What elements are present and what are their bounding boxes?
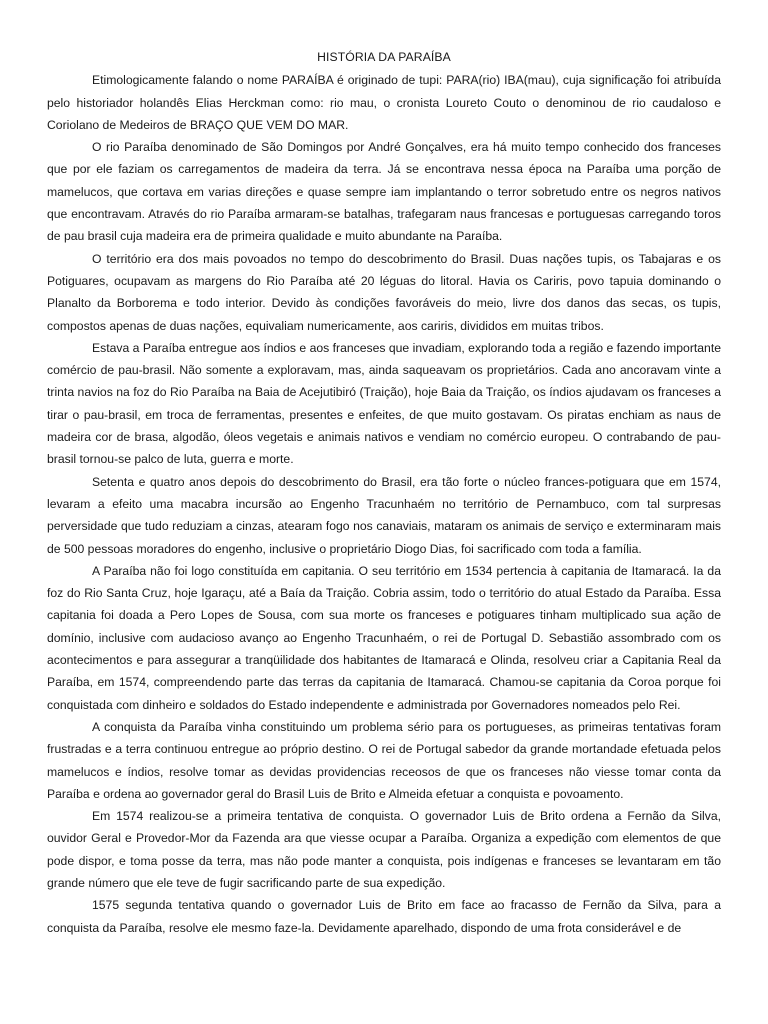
paragraph-9: 1575 segunda tentativa quando o governador Luis de Brito em face ao fracasso de Fernão da Silva, para a conquista da Paraíba, resolve ele mesmo faze-la. Devidamente aparelhado, dispondo de uma frota considerável e de: [47, 898, 721, 935]
paragraph-7: A conquista da Paraíba vinha constituindo um problema sério para os portugueses, as primeiras tentativas foram frustradas e a terra continuou entregue ao próprio destino. O rei de Portugal sabedor da grande mortandade efetuada pelos mamelucos e índios, resolve tomar as devidas providencias receosos de que os franceses não viesse tomar conta da Paraíba e ordena ao governador geral do Brasil Luis de Brito e Almeida efetuar a conquista e povoamento.: [47, 719, 721, 801]
paragraph-8: Em 1574 realizou-se a primeira tentativa de conquista. O governador Luis de Brito ordena a Fernão da Silva, ouvidor Geral e Provedor-Mor da Fazenda ara que viesse ocupar a Paraíba. Organiza a expedição com elementos de que pode dispor, e toma posse da terra, mas não pode manter a conquista, pois indígenas e franceses se levantaram em tão grande número que ele teve de fugir sacrificando parte de sua expedição.: [47, 809, 721, 890]
paragraph-6: A Paraíba não foi logo constituída em capitania. O seu território em 1534 pertencia à capitania de Itamaracá. Ia da foz do Rio Santa Cruz, hoje Igaraçu, até a Baía da Traição. Cobria assim, todo o território do atual Estado da Paraíba. Essa capitania foi doada a Pero Lopes de Sousa, com sua morte os franceses e potiguares tinham multiplicado sua ação de domínio, inclusive com audacioso avanço ao Engenho Tracunhaém, o rei de Portugal D. Sebastião assombrado com os acontecimentos e para assegurar a tranqüilidade dos habitantes de Itamaracá e Olinda, resolveu criar a Capitania Real da Paraíba, em 1574, compreendendo parte das terras da capitania de Itamaracá. Chamou-se capitania da Coroa porque foi conquistada com dinheiro e soldados do Estado independente e administrada por Governadores nomeados pelo Rei.: [47, 563, 721, 712]
document-page: [47, 46, 721, 939]
paragraph-1: Etimologicamente falando o nome PARAÍBA é originado de tupi: PARA(rio) IBA(mau), cuja significação foi atribuída pelo historiador holandês Elias Herckman como: rio mau, o cronista Loureto Couto o denominou de rio caudaloso e Coriolano de Medeiros de BRAÇO QUE VEM DO MAR.: [47, 73, 721, 132]
paragraph-4: Estava a Paraíba entregue aos índios e aos franceses que invadiam, explorando toda a região e fazendo importante comércio de pau-brasil. Não somente a exploravam, mas, ainda saqueavam os proprietários. Cada ano ancoravam vinte a trinta navios na foz do Rio Paraíba na Baia de Acejutibiró (Traição), hoje Baia da Traição, os índios ajudavam os franceses a tirar o pau-brasil, em troca de ferramentas, presentes e enfeites, de que muito gostavam. Os piratas enchiam as naus de madeira cor de brasa, algodão, óleos vegetais e animais nativos e vendiam no comércio europeu. O contrabando de pau-brasil tornou-se palco de luta, guerra e morte.: [47, 340, 721, 467]
paragraph-5: Setenta e quatro anos depois do descobrimento do Brasil, era tão forte o núcleo frances-potiguara que em 1574, levaram a efeito uma macabra incursão ao Engenho Tracunhaém no território de Pernambuco, com tal surpresas perversidade que tudo reduziam a cinzas, atearam fogo nos canaviais, mataram os animais de serviço e exterminaram mais de 500 pessoas moradores do engenho, inclusive o proprietário Diogo Dias, foi sacrificado com toda a família.: [47, 474, 721, 556]
paragraph-2: O rio Paraíba denominado de São Domingos por André Gonçalves, era há muito tempo conhecido dos franceses que por ele faziam os carregamentos de madeira da terra. Já se encontrava nessa época na Paraíba uma porção de mamelucos, que cortava em varias direções e quase sempre iam implantando o terror sobretudo entre os negros nativos que encontravam. Através do rio Paraíba armaram-se batalhas, trafegaram naus francesas e portuguesas carregando toros de pau brasil cuja madeira era de primeira qualidade e muito abundante na Paraíba.: [47, 140, 721, 244]
paragraph-3: O território era dos mais povoados no tempo do descobrimento do Brasil. Duas nações tupis, os Tabajaras e os Potiguares, ocupavam as margens do Rio Paraíba até 20 léguas do litoral. Havia os Cariris, povo tapuia dominando o Planalto da Borborema e todo interior. Devido às condições favoráveis do meio, livre dos danos das secas, os tupis, compostos apenas de duas nações, equivaliam numericamente, aos cariris, divididos em muitas tribos.: [47, 251, 721, 333]
document-title: HISTÓRIA DA PARAÍBA: [317, 50, 451, 64]
